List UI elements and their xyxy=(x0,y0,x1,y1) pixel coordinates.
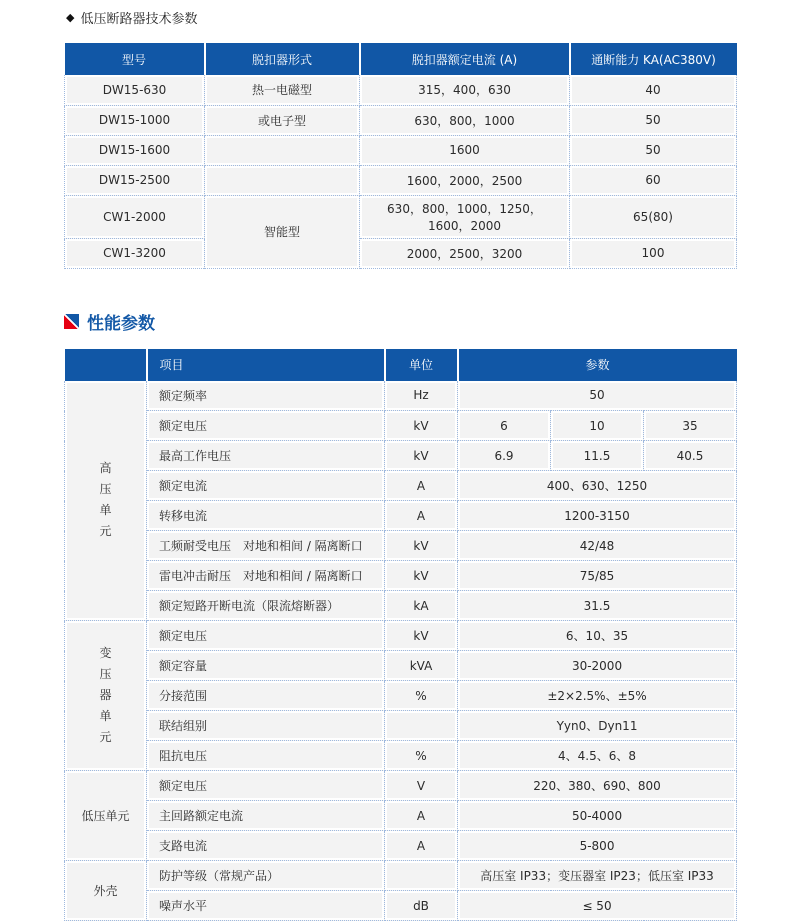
t2-header-param: 参数 xyxy=(458,349,737,381)
cell-rated-current: 630，800，1000 xyxy=(360,105,570,135)
cell-unit: kV xyxy=(385,411,458,441)
cell-param: 6.9 xyxy=(458,441,551,471)
table-row xyxy=(65,165,737,195)
cell-item: 分接范围 xyxy=(147,681,385,711)
cell-item: 转移电流 xyxy=(147,501,385,531)
cell-trip-type: 热一电磁型 xyxy=(205,75,360,105)
table-row xyxy=(65,801,737,831)
cell-item: 额定频率 xyxy=(147,381,385,411)
cell-unit xyxy=(385,861,458,891)
cell-trip-type xyxy=(205,165,360,195)
cell-breaking-capacity: 60 xyxy=(570,165,737,195)
cell-item: 额定电压 xyxy=(147,621,385,651)
cell-param: 6、10、35 xyxy=(458,621,737,651)
cell-param: 1200-3150 xyxy=(458,501,737,531)
cell-param: 11.5 xyxy=(551,441,644,471)
cell-model: DW15-1000 xyxy=(65,105,205,135)
t2-header-row xyxy=(65,349,737,381)
cell-unit: kV xyxy=(385,531,458,561)
t1-header-rated-current: 脱扣器额定电流 (A) xyxy=(360,43,570,75)
cell-unit: kV xyxy=(385,621,458,651)
cell-item: 额定电压 xyxy=(147,411,385,441)
cell-unit xyxy=(385,711,458,741)
section1-title-text: 低压断路器技术参数 xyxy=(80,12,198,27)
table-row xyxy=(65,441,737,471)
cell-item: 支路电流 xyxy=(147,831,385,861)
table-row xyxy=(65,411,737,441)
table-row xyxy=(65,891,737,921)
cell-rated-current: 1600，2000，2500 xyxy=(360,165,570,195)
cell-model: DW15-630 xyxy=(65,75,205,105)
cell-item: 噪声水平 xyxy=(147,891,385,921)
cell-item: 额定电流 xyxy=(147,471,385,501)
t2-header-unit: 单位 xyxy=(385,349,458,381)
cell-unit: A xyxy=(385,801,458,831)
cell-model: CW1-2000 xyxy=(65,195,205,238)
cell-param: 30-2000 xyxy=(458,651,737,681)
cell-item: 最高工作电压 xyxy=(147,441,385,471)
cell-breaking-capacity: 50 xyxy=(570,105,737,135)
cell-unit: kVA xyxy=(385,651,458,681)
cell-param: 10 xyxy=(551,411,644,441)
cell-rated-current: 1600 xyxy=(360,135,570,165)
cell-param: 高压室 IP33；变压器室 IP23；低压室 IP33 xyxy=(458,861,737,891)
performance-params-table xyxy=(64,349,737,922)
cell-param: 400、630、1250 xyxy=(458,471,737,501)
section2-title-text: 性能参数 xyxy=(87,313,155,334)
group-label-lv-unit: 低压单元 xyxy=(65,771,147,861)
cell-rated-current: 630，800，1000，1250，1600，2000 xyxy=(360,195,570,238)
cell-item: 阻抗电压 xyxy=(147,741,385,771)
table-row xyxy=(65,681,737,711)
cell-breaking-capacity: 50 xyxy=(570,135,737,165)
cell-breaking-capacity: 100 xyxy=(570,238,737,268)
cell-param: 6 xyxy=(458,411,551,441)
group-label-hv-unit xyxy=(65,381,147,621)
table-row xyxy=(65,651,737,681)
cell-param: 50-4000 xyxy=(458,801,737,831)
table-row xyxy=(65,471,737,501)
group-label-text: 变压器单元 xyxy=(99,646,112,744)
table-row xyxy=(65,591,737,621)
cell-item: 额定容量 xyxy=(147,651,385,681)
table-row xyxy=(65,861,737,891)
table-row xyxy=(65,135,737,165)
cell-unit: kV xyxy=(385,441,458,471)
cell-param: 75/85 xyxy=(458,561,737,591)
table-row xyxy=(65,501,737,531)
cell-item: 联结组别 xyxy=(147,711,385,741)
t2-header xyxy=(65,349,737,381)
cell-trip-type: 或电子型 xyxy=(205,105,360,135)
table-row xyxy=(65,105,737,135)
t2-header-group xyxy=(65,349,147,381)
t1-header-model: 型号 xyxy=(65,43,205,75)
section2-title xyxy=(64,309,736,334)
cell-breaking-capacity: 40 xyxy=(570,75,737,105)
table-row xyxy=(65,381,737,411)
page xyxy=(64,0,736,921)
cell-item: 雷电冲击耐压 对地和相间 / 隔离断口 xyxy=(147,561,385,591)
cell-item: 额定短路开断电流（限流熔断器） xyxy=(147,591,385,621)
cell-item: 主回路额定电流 xyxy=(147,801,385,831)
cell-unit: A xyxy=(385,501,458,531)
t1-header-row xyxy=(65,43,737,75)
table-row xyxy=(65,621,737,651)
t1-header-breaking-capacity: 通断能力 KA(AC380V) xyxy=(570,43,737,75)
cell-trip-type: 智能型 xyxy=(205,195,360,268)
section1-title xyxy=(66,8,736,27)
cell-unit: % xyxy=(385,741,458,771)
cell-item: 工频耐受电压 对地和相间 / 隔离断口 xyxy=(147,531,385,561)
cell-item: 防护等级（常规产品） xyxy=(147,861,385,891)
cell-rated-current: 2000，2500，3200 xyxy=(360,238,570,268)
t1-body xyxy=(65,75,737,268)
cell-item: 额定电压 xyxy=(147,771,385,801)
cell-unit: Hz xyxy=(385,381,458,411)
t1-header-trip-type: 脱扣器形式 xyxy=(205,43,360,75)
cell-param: 31.5 xyxy=(458,591,737,621)
t2-header-item: 项目 xyxy=(147,349,385,381)
cell-param: Yyn0、Dyn11 xyxy=(458,711,737,741)
table-row xyxy=(65,711,737,741)
cell-unit: dB xyxy=(385,891,458,921)
table-row xyxy=(65,195,737,238)
table-row xyxy=(65,561,737,591)
group-label-shell: 外壳 xyxy=(65,861,147,921)
cell-param: 35 xyxy=(644,411,737,441)
cell-model: DW15-1600 xyxy=(65,135,205,165)
diamond-icon: ◆ xyxy=(66,11,75,24)
cell-param: ±2×2.5%、±5% xyxy=(458,681,737,711)
group-label-transformer-unit xyxy=(65,621,147,771)
table-row xyxy=(65,238,737,268)
cell-unit: kV xyxy=(385,561,458,591)
table-row xyxy=(65,741,737,771)
group-label-text: 高压单元 xyxy=(99,461,112,539)
cell-unit: kA xyxy=(385,591,458,621)
cell-model: CW1-3200 xyxy=(65,238,205,268)
diagonal-split-square-icon xyxy=(64,314,79,329)
cell-trip-type xyxy=(205,135,360,165)
cell-param: 42/48 xyxy=(458,531,737,561)
table-row xyxy=(65,531,737,561)
t2-body xyxy=(65,381,737,921)
cell-param: ≤ 50 xyxy=(458,891,737,921)
t1-header xyxy=(65,43,737,75)
table-row xyxy=(65,831,737,861)
cell-unit: A xyxy=(385,471,458,501)
cell-param: 5-800 xyxy=(458,831,737,861)
breaker-params-table xyxy=(64,43,737,269)
table-row xyxy=(65,75,737,105)
cell-unit: V xyxy=(385,771,458,801)
table-row xyxy=(65,771,737,801)
cell-param: 220、380、690、800 xyxy=(458,771,737,801)
cell-param: 40.5 xyxy=(644,441,737,471)
cell-param: 50 xyxy=(458,381,737,411)
cell-param: 4、4.5、6、8 xyxy=(458,741,737,771)
cell-breaking-capacity: 65(80) xyxy=(570,195,737,238)
cell-rated-current: 315，400，630 xyxy=(360,75,570,105)
cell-model: DW15-2500 xyxy=(65,165,205,195)
cell-unit: % xyxy=(385,681,458,711)
cell-unit: A xyxy=(385,831,458,861)
